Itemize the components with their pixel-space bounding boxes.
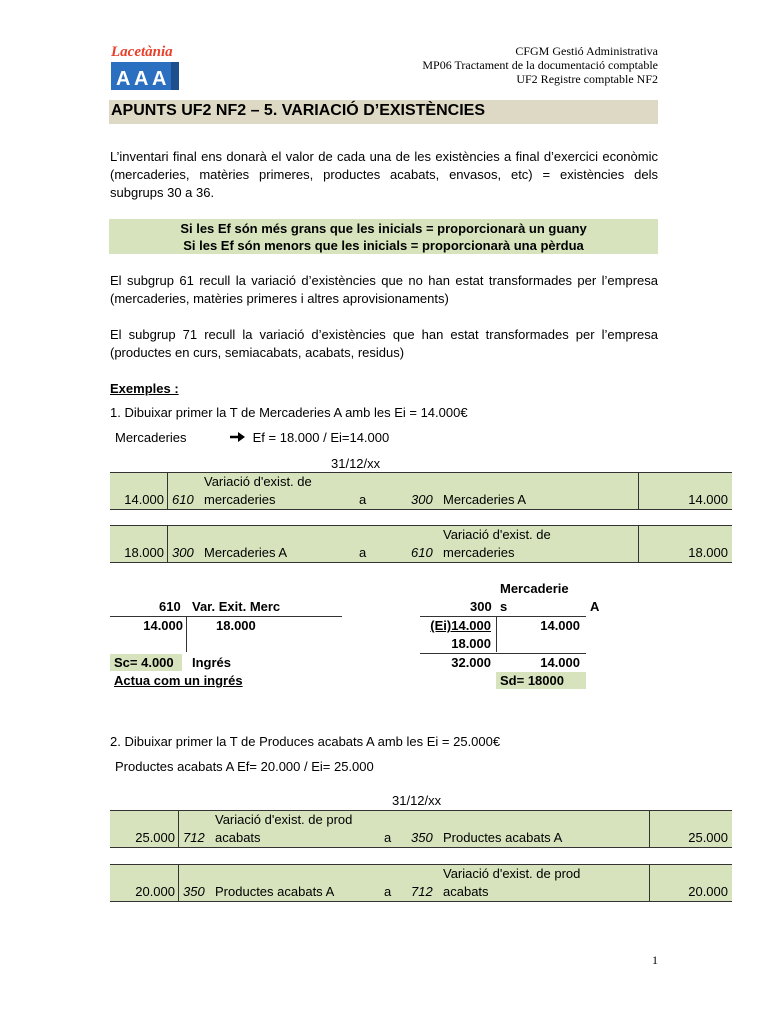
entry-credit-code: 712 — [411, 884, 433, 899]
entry-credit-name: Productes acabats A — [443, 830, 563, 845]
entry-a: a — [359, 492, 367, 507]
t-account-code: 300 — [470, 599, 492, 614]
rules-box — [109, 219, 658, 254]
example1-journal-entry-2 — [110, 525, 732, 563]
t-account-name: Var. Exit. Merc — [192, 599, 281, 614]
example2-journal-entry-1 — [110, 810, 732, 848]
entry-credit-name: mercaderies — [443, 545, 515, 560]
entry-credit-name: Variació d'exist. de prod — [443, 866, 581, 881]
example2-formula: Productes acabats A Ef= 20.000 / Ei= 25.000 — [115, 759, 374, 774]
t-account-610 — [110, 598, 345, 693]
t-account-debit: (Ei)14.000 — [430, 618, 491, 633]
entry-a: a — [384, 830, 392, 845]
entry-debit-name: Productes acabats A — [215, 884, 335, 899]
document-header — [422, 44, 658, 86]
t-account-debit: 18.000 — [451, 636, 491, 651]
t-account-debit-total: 32.000 — [451, 655, 491, 670]
entry-debit-name: Mercaderies A — [204, 545, 288, 560]
t-account-balance: Sd= 18000 — [500, 673, 564, 688]
rule-gain: Si les Ef són més grans que les inicials = proporcionarà un guany — [180, 221, 587, 236]
entry-credit-name: acabats — [443, 884, 489, 899]
example1-heading: 1. Dibuixar primer la T de Mercaderies A amb les Ei = 14.000€ — [110, 405, 468, 420]
title-bar — [109, 100, 658, 124]
t-account-debit: 14.000 — [143, 618, 183, 633]
entry-a: a — [384, 884, 392, 899]
entry-credit-code: 300 — [411, 492, 433, 507]
entry-credit-code: 610 — [411, 545, 433, 560]
rule-loss: Si les Ef són menors que les inicials = proporcionarà una pèrdua — [183, 238, 584, 253]
example1-formula-line — [229, 430, 389, 445]
example1-account: Mercaderies — [115, 430, 187, 445]
example2-date: 31/12/xx — [392, 793, 442, 808]
entry-debit-amount: 18.000 — [124, 545, 164, 560]
header-module: MP06 Tractament de la documentació comptable — [422, 58, 658, 72]
entry-credit-amount: 14.000 — [688, 492, 728, 507]
entry-debit-amount: 25.000 — [135, 830, 175, 845]
t-account-footnote: Actua com un ingrés — [114, 673, 243, 688]
entry-debit-amount: 14.000 — [124, 492, 164, 507]
example2-heading: 2. Dibuixar primer la T de Produces acabats A amb les Ei = 25.000€ — [110, 734, 501, 749]
t-account-credit: 14.000 — [540, 618, 580, 633]
t-account-credit-total: 14.000 — [540, 655, 580, 670]
page-number: 1 — [652, 953, 658, 967]
entry-debit-amount: 20.000 — [135, 884, 175, 899]
header-course: CFGM Gestió Administrativa — [515, 44, 658, 58]
t-account-balance: Sc= 4.000 — [114, 655, 174, 670]
t-account-name: s — [500, 599, 508, 614]
entry-debit-code: 610 — [172, 492, 194, 507]
example1-formula: Ef = 18.000 / Ei=14.000 — [252, 430, 390, 445]
t-account-code: 610 — [159, 599, 181, 614]
entry-credit-amount: 20.000 — [688, 884, 728, 899]
logo-letter: A — [116, 68, 131, 90]
page-title: APUNTS UF2 NF2 – 5. VARIACIÓ D’EXISTÈNCIES — [111, 102, 485, 119]
examples-label: Exemples : — [110, 381, 179, 396]
entry-debit-code: 712 — [183, 830, 205, 845]
entry-debit-code: 350 — [183, 884, 205, 899]
entry-debit-name: Variació d'exist. de prod — [215, 812, 353, 827]
example2-journal-entry-2 — [110, 864, 732, 902]
t-account-name: Mercaderie — [500, 581, 569, 596]
entry-debit-name: mercaderies — [204, 492, 276, 507]
logo-brand-text: Lacetània — [111, 44, 173, 60]
logo-letter: A — [134, 68, 149, 90]
subgroup-61-paragraph: El subgrup 61 recull la variació d’existències que no han estat transformades per l’empresa (mercaderies, matèries primeres i altres aprovisionaments) — [110, 273, 658, 306]
example1-date: 31/12/xx — [331, 456, 381, 471]
intro-paragraph: L’inventari final ens donarà el valor de cada una de les existències a final d’exercici econòmic (mercaderies, matèries primeres, productes acabats, envasos, etc) = existències dels subgrups 30 a 36. — [110, 149, 658, 200]
entry-credit-name: Mercaderies A — [443, 492, 527, 507]
school-logo — [109, 42, 181, 92]
entry-debit-name: Variació d'exist. de — [204, 474, 312, 489]
t-account-suffix: A — [590, 599, 600, 614]
t-account-credit: 18.000 — [216, 618, 256, 633]
arrow-right-icon — [229, 431, 247, 443]
entry-debit-name: acabats — [215, 830, 261, 845]
logo-letter: A — [152, 68, 167, 90]
entry-credit-amount: 18.000 — [688, 545, 728, 560]
header-unit: UF2 Registre comptable NF2 — [516, 72, 658, 86]
example1-journal-entry-1 — [110, 472, 732, 510]
entry-credit-code: 350 — [411, 830, 433, 845]
subgroup-71-paragraph: El subgrup 71 recull la variació d’existències que han estat transformades per l’empresa (productes en curs, semiacabats, acabats, residus) — [110, 327, 658, 360]
entry-debit-code: 300 — [172, 545, 194, 560]
t-account-300 — [420, 580, 610, 690]
entry-credit-name: Variació d'exist. de — [443, 527, 551, 542]
entry-credit-amount: 25.000 — [688, 830, 728, 845]
entry-a: a — [359, 545, 367, 560]
t-account-balance-note: Ingrés — [192, 655, 232, 670]
